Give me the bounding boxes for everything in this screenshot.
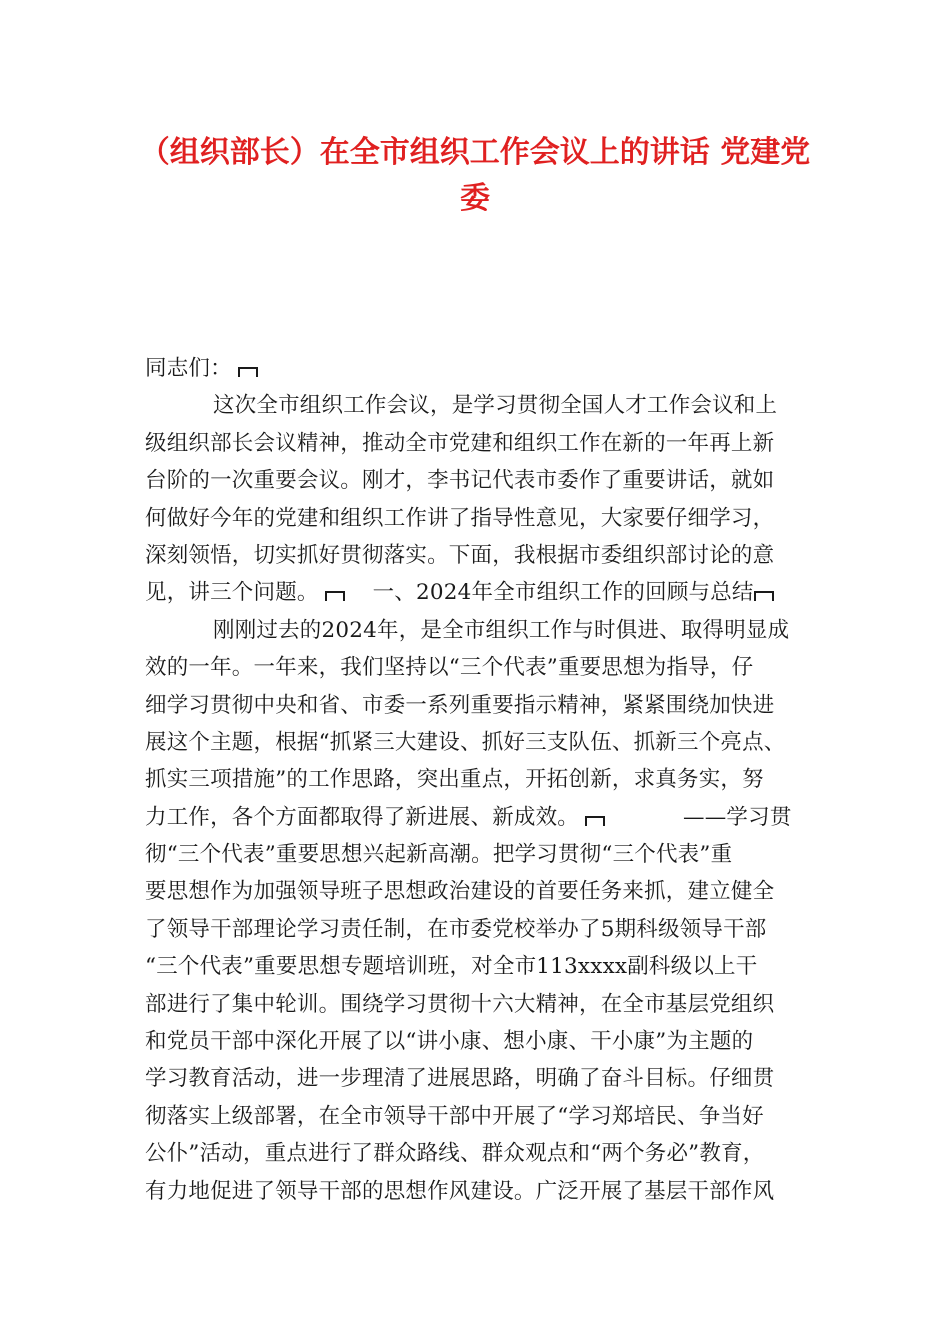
text-line [145,948,810,985]
text-line [145,799,810,836]
text-line [145,612,810,649]
text-line [145,425,810,462]
text-segment: 见，讲三个问题。 [145,580,319,606]
paragraph-mark-icon [238,367,258,377]
text-line [145,687,810,724]
section-heading: 一、2024年全市组织工作的回顾与总结 [372,580,754,606]
text-segment: 台阶的一次重要会议。刚才，李书记代表市委作了重要讲话，就如 [145,468,775,494]
text-line [145,1135,810,1172]
text-segment: 力工作，各个方面都取得了新进展、新成效。 [145,804,580,830]
paragraph-mark-icon [325,591,345,601]
greeting-line [145,350,810,387]
text-segment: 抓实三项措施”的工作思路，突出重点，开拓创新，求真务实，努 [145,767,764,793]
text-segment: 彻落实上级部署，在全市领导干部中开展了“学习郑培民、争当好 [145,1103,764,1129]
text-segment: ——学习贯 [683,804,792,830]
document-body [145,350,810,1210]
text-line [145,462,810,499]
text-segment: 要思想作为加强领导班子思想政治建设的首要任务来抓，建立健全 [145,879,775,905]
text-segment: 何做好今年的党建和组织工作讲了指导性意见，大家要仔细学习， [145,505,775,531]
text-segment: 刚刚过去的2024年，是全市组织工作与时俱进、取得明显成 [213,617,790,643]
paragraph-mark-icon [585,816,605,826]
text-line [145,387,810,424]
text-line [145,873,810,910]
text-line [145,1060,810,1097]
text-segment: 展这个主题，根据“抓紧三大建设、抓好三支队伍、抓新三个亮点、 [145,729,786,755]
text-line [145,649,810,686]
text-line [145,1173,810,1210]
text-line [145,724,810,761]
text-line [145,836,810,873]
text-line [145,911,810,948]
text-segment: 深刻领悟，切实抓好贯彻落实。下面，我根据市委组织部讨论的意 [145,542,775,568]
greeting: 同志们： [145,356,232,381]
text-segment: 级组织部长会议精神，推动全市党建和组织工作在新的一年再上新 [145,430,775,456]
text-line [145,761,810,798]
title-line-2: 委 [460,181,490,216]
text-segment: 学习教育活动，进一步理清了进展思路，明确了奋斗目标。仔细贯 [145,1066,775,1092]
title-line-1: （组织部长）在全市组织工作会议上的讲话 党建党 [139,135,811,170]
text-segment: 彻“三个代表”重要思想兴起新高潮。把学习贯彻“三个代表”重 [145,842,733,868]
text-line [145,537,810,574]
text-segment: “三个代表”重要思想专题培训班，对全市113xxxx副科级以上干 [145,954,758,980]
text-line [145,500,810,537]
text-segment: 和党员干部中深化开展了以“讲小康、想小康、干小康”为主题的 [145,1029,754,1055]
text-segment: 效的一年。一年来，我们坚持以“三个代表”重要思想为指导，仔 [145,655,754,681]
text-segment: 细学习贯彻中央和省、市委一系列重要指示精神，紧紧围绕加快进 [145,692,775,718]
text-line [145,1098,810,1135]
text-line [145,986,810,1023]
text-segment: 部进行了集中轮训。围绕学习贯彻十六大精神，在全市基层党组织 [145,991,775,1017]
text-line [145,1023,810,1060]
text-segment: 有力地促进了领导干部的思想作风建设。广泛开展了基层干部作风 [145,1178,775,1204]
document-title [130,130,820,222]
paragraph-mark-icon [754,591,774,601]
text-segment: 了领导干部理论学习责任制，在市委党校举办了5期科级领导干部 [145,916,767,942]
text-line [145,574,810,611]
text-segment: 公仆”活动，重点进行了群众路线、群众观点和“两个务必”教育， [145,1141,765,1167]
text-segment: 这次全市组织工作会议，是学习贯彻全国人才工作会议和上 [213,393,778,419]
